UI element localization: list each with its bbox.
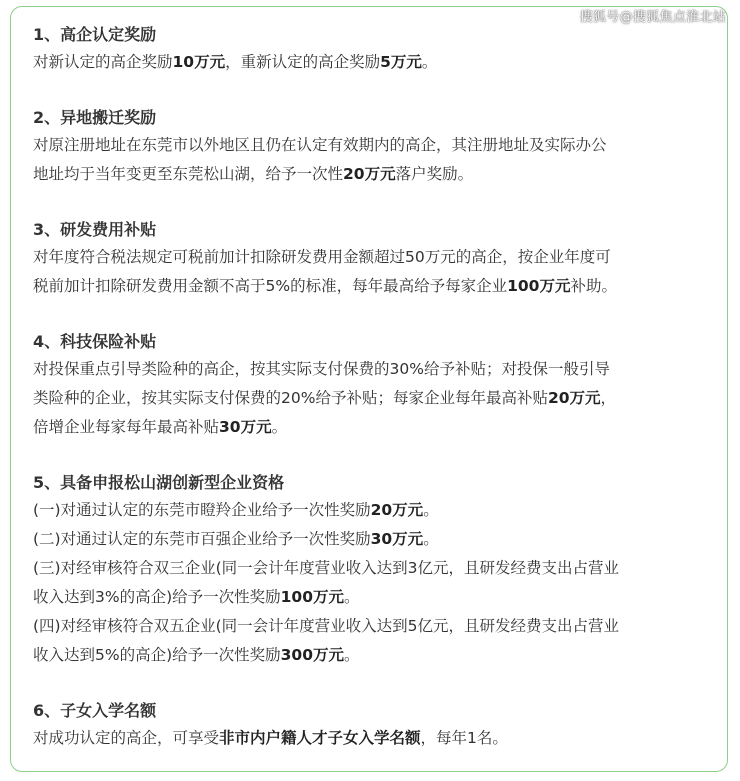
highlight-amount: 20万元 — [547, 389, 601, 407]
line-text: ， — [600, 389, 617, 407]
line-text: ，重新认定的高企奖励 — [225, 53, 381, 71]
section-line — [33, 384, 723, 413]
line-text: (二)对通过认定的东莞市百强企业给予一次性奖励 — [33, 530, 371, 548]
section-line — [33, 554, 723, 583]
line-text: 对原注册地址在东莞市以外地区且仍在认定有效期内的高企，其注册地址及实际办公 — [33, 136, 607, 154]
line-text: 对新认定的高企奖励 — [33, 53, 173, 71]
line-text: 。 — [344, 588, 360, 606]
section-spacer — [33, 301, 723, 329]
section-line — [33, 496, 723, 525]
section-line — [33, 243, 723, 272]
section-line — [33, 724, 723, 753]
section-line — [33, 525, 723, 554]
policy-list — [33, 22, 723, 753]
highlight-amount: 30万元 — [219, 418, 272, 436]
line-text: 收入达到3%的高企)给予一次性奖励 — [33, 588, 281, 606]
section-title: 3、研发费用补贴 — [33, 220, 157, 239]
section-line — [33, 272, 723, 301]
section-title: 2、异地搬迁奖励 — [33, 108, 157, 127]
section-line — [33, 583, 723, 612]
line-text: (一)对通过认定的东莞市瞪羚企业给予一次性奖励 — [33, 501, 371, 519]
section-spacer — [33, 670, 723, 698]
section-line — [33, 48, 723, 77]
line-text: 。 — [421, 53, 438, 71]
line-text: 倍增企业每家每年最高补贴 — [33, 418, 220, 436]
line-text: 收入达到5%的高企)给予一次性奖励 — [33, 646, 281, 664]
section-line — [33, 131, 723, 160]
highlight-amount: 非市内户籍人才子女入学名额 — [219, 729, 421, 747]
highlight-amount: 10万元 — [172, 53, 226, 71]
highlight-amount: 20万元 — [370, 501, 424, 519]
section-spacer — [33, 442, 723, 470]
line-text: 对年度符合税法规定可税前加计扣除研发费用金额超过50万元的高企，按企业年度可 — [33, 248, 611, 266]
section-line — [33, 641, 723, 670]
section-title: 4、科技保险补贴 — [33, 332, 157, 351]
highlight-amount: 30万元 — [370, 530, 424, 548]
line-text: 。 — [344, 646, 360, 664]
highlight-amount: 100万元 — [280, 588, 344, 606]
line-text: 类险种的企业，按其实际支付保费的20%给予补贴；每家企业每年最高补贴 — [33, 389, 548, 407]
highlight-amount: 5万元 — [380, 53, 422, 71]
policy-section — [33, 105, 723, 189]
policy-section — [33, 329, 723, 442]
policy-section — [33, 470, 723, 670]
highlight-amount: 100万元 — [507, 277, 571, 295]
line-text: 对成功认定的高企，可享受 — [33, 729, 220, 747]
line-text: 。 — [271, 418, 288, 436]
section-title: 6、子女入学名额 — [33, 701, 157, 720]
section-line — [33, 160, 723, 189]
section-line — [33, 355, 723, 384]
line-text: 补助。 — [570, 277, 617, 295]
section-spacer — [33, 77, 723, 105]
watermark: 搜狐号@搜狐焦点淮北站 — [579, 10, 726, 25]
line-text: 对投保重点引导类险种的高企，按其实际支付保费的30%给予补贴；对投保一般引导 — [33, 360, 610, 378]
line-text: ，每年1名。 — [420, 729, 508, 747]
section-title: 1、高企认定奖励 — [33, 25, 157, 44]
section-title: 5、具备申报松山湖创新型企业资格 — [33, 473, 285, 492]
policy-section — [33, 698, 723, 753]
line-text: (三)对经审核符合双三企业(同一会计年度营业收入达到3亿元，且研发经费支出占营业 — [33, 559, 620, 577]
highlight-amount: 300万元 — [280, 646, 344, 664]
line-text: 。 — [423, 530, 439, 548]
section-spacer — [33, 189, 723, 217]
line-text: 地址均于当年变更至东莞松山湖，给予一次性 — [33, 165, 344, 183]
policy-section — [33, 22, 723, 77]
line-text: 。 — [423, 501, 439, 519]
line-text: (四)对经审核符合双五企业(同一会计年度营业收入达到5亿元，且研发经费支出占营业 — [33, 617, 620, 635]
policy-section — [33, 217, 723, 301]
section-line — [33, 413, 723, 442]
line-text: 税前加计扣除研发费用金额不高于5%的标准，每年最高给予每家企业 — [33, 277, 508, 295]
section-line — [33, 612, 723, 641]
line-text: 落户奖励。 — [395, 165, 474, 183]
highlight-amount: 20万元 — [343, 165, 396, 183]
